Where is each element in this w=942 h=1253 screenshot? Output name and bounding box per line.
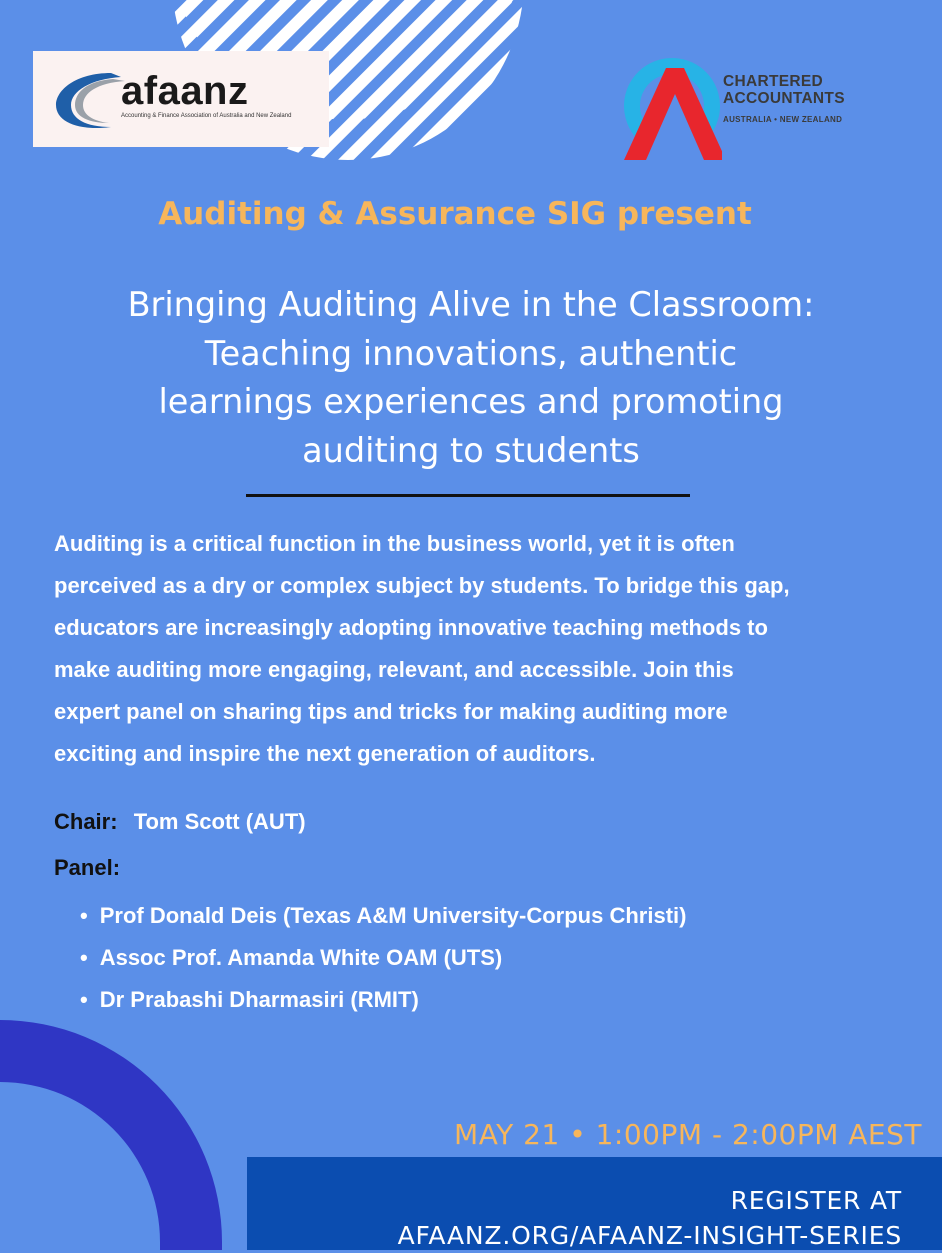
panel-member: • Prof Donald Deis (Texas A&M University-Corpus Christi) (80, 895, 686, 937)
event-title-line: Bringing Auditing Alive in the Classroom: (127, 285, 815, 324)
chartered-accountants-region: AUSTRALIA • NEW ZEALAND (723, 115, 843, 124)
panel-member: • Assoc Prof. Amanda White OAM (UTS) (80, 937, 686, 979)
event-title (40, 281, 902, 475)
afaanz-logo (33, 51, 329, 147)
description-line: make auditing more engaging, relevant, and accessible. Join this (54, 657, 734, 682)
register-link[interactable]: AFAANZ.ORG/AFAANZ-INSIGHT-SERIES (397, 1221, 902, 1250)
panel-label: Panel: (54, 855, 121, 880)
description-line: Auditing is a critical function in the business world, yet it is often (54, 531, 735, 556)
afaanz-subtitle: Accounting & Finance Association of Australia and New Zealand (121, 113, 292, 119)
title-divider (246, 494, 690, 497)
ca-name-line-2: ACCOUNTANTS (723, 90, 845, 107)
arc-decoration (0, 1020, 260, 1250)
description-line: educators are increasingly adopting innovative teaching methods to (54, 615, 768, 640)
description-line: perceived as a dry or complex subject by students. To bridge this gap, (54, 573, 790, 598)
sig-title: Auditing & Assurance SIG present (158, 196, 752, 232)
afaanz-wordmark: afaanz (121, 69, 249, 113)
event-title-line: learnings experiences and promoting (158, 382, 784, 421)
description-line: exciting and inspire the next generation of auditors. (54, 741, 596, 766)
ca-name-line-1: CHARTERED (723, 73, 824, 90)
event-title-line: auditing to students (302, 430, 640, 470)
register-label: REGISTER AT (730, 1186, 902, 1215)
panel-list (80, 895, 686, 1021)
chair-info (54, 807, 306, 837)
description-line: expert panel on sharing tips and tricks for making auditing more (54, 699, 728, 724)
chartered-accountants-mark-icon (622, 56, 722, 164)
register-text (398, 1183, 902, 1253)
panel-member: • Dr Prabashi Dharmasiri (RMIT) (80, 979, 686, 1021)
chartered-accountants-name (723, 73, 845, 107)
event-date-time: MAY 21 • 1:00PM - 2:00PM AEST (454, 1118, 922, 1151)
event-title-line: Teaching innovations, authentic (204, 333, 738, 373)
chair-name: Tom Scott (AUT) (133, 809, 306, 834)
event-description (54, 523, 926, 775)
afaanz-swoosh-icon (51, 65, 131, 135)
chair-label: Chair: (54, 809, 118, 834)
